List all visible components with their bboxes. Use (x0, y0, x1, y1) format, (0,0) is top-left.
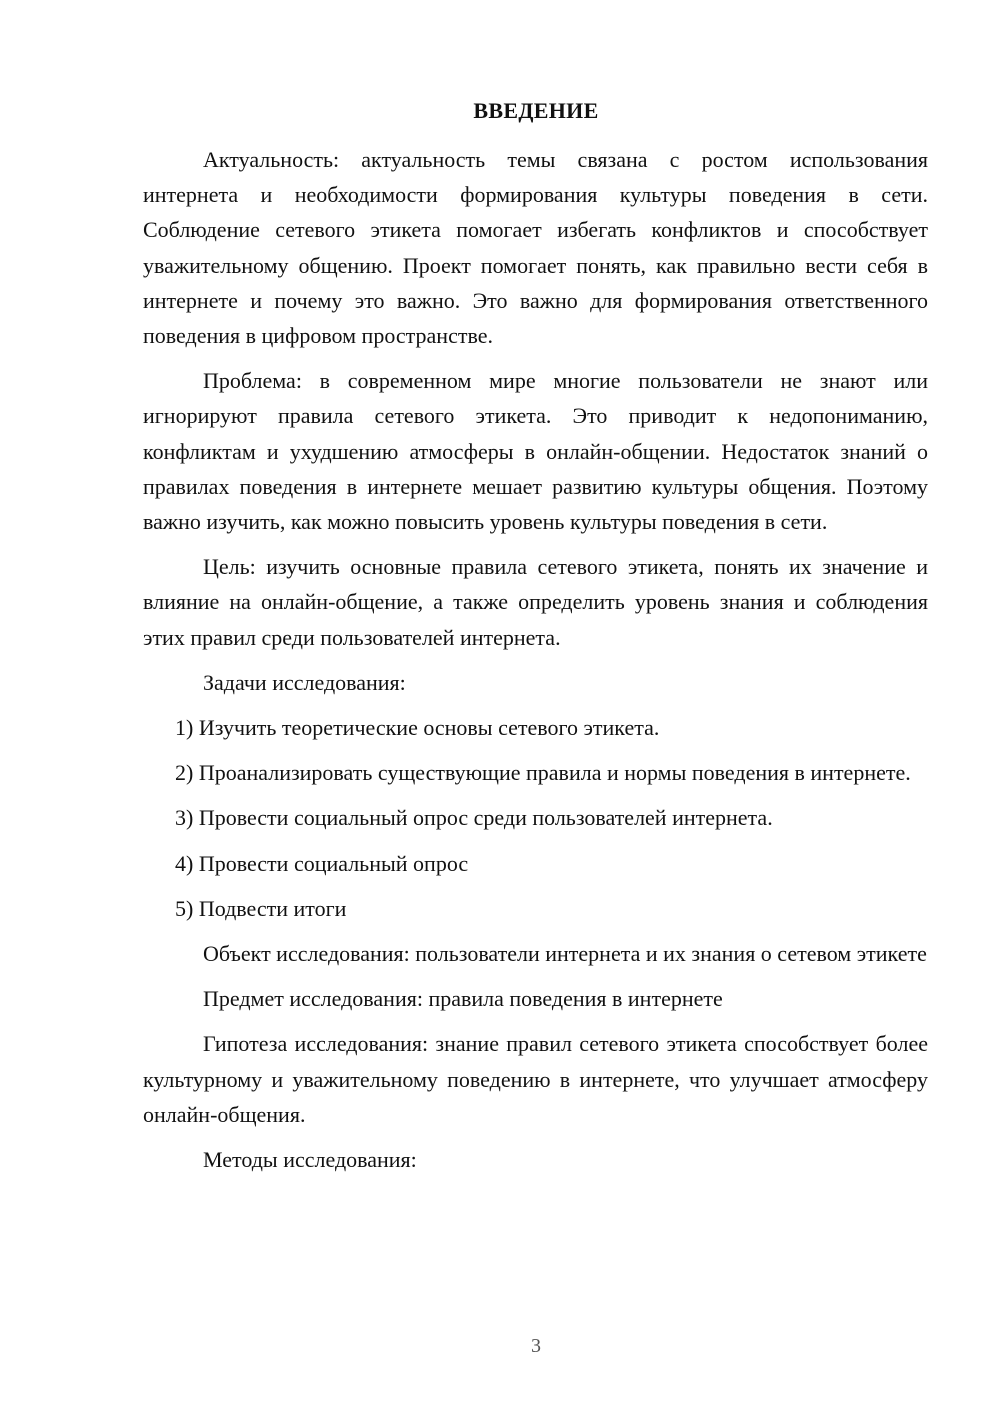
relevance-paragraph: Актуальность: актуальность темы связана с ростом использования интернета и необходимости формирования культуры поведения в сети. Соблюдение сетевого этикета помогает избегать конфликтов и способствует уважительному общению. Проект помогает понять, как правильно вести себя в интернете и почему это важно. Это важно для формирования ответственного поведения в цифровом пространстве. (143, 147, 928, 349)
task-item-3: 3) Провести социальный опрос среди пользователей интернета. (175, 805, 773, 831)
task-item-5: 5) Подвести итоги (175, 895, 347, 921)
subject-paragraph: Предмет исследования: правила поведения в интернете (203, 986, 723, 1012)
page-number: 3 (531, 1335, 541, 1357)
methods-paragraph: Методы исследования: (203, 1147, 417, 1173)
document-title: ВВЕДЕНИЕ (473, 98, 599, 123)
task-item-4: 4) Провести социальный опрос (175, 850, 469, 876)
hypothesis-paragraph: Гипотеза исследования: знание правил сетевого этикета способствует более культурному и уважительному поведению в интернете, что улучшает атмосферу онлайн-общения. (143, 1031, 928, 1127)
goal-paragraph: Цель: изучить основные правила сетевого этикета, понять их значение и влияние на онлайн-общение, а также определить уровень знания и соблюдения этих правил среди пользователей интернета. (143, 554, 928, 650)
tasks-heading: Задачи исследования: (203, 669, 406, 695)
document-body (143, 142, 928, 1177)
problem-paragraph: Проблема: в современном мире многие пользователи не знают или игнорируют правила сетевого этикета. Это приводит к недопониманию, конфликтам и ухудшению атмосферы в онлайн-общении. Недостаток знаний о правилах поведения в интернете мешает развитию культуры общения. Поэтому важно изучить, как можно повысить уровень культуры поведения в сети. (143, 368, 928, 535)
object-paragraph: Объект исследования: пользователи интернета и их знания о сетевом этикете (203, 941, 927, 967)
task-item-2: 2) Проанализировать существующие правила и нормы поведения в интернете. (175, 760, 911, 786)
task-item-1: 1) Изучить теоретические основы сетевого этикета. (175, 715, 660, 741)
